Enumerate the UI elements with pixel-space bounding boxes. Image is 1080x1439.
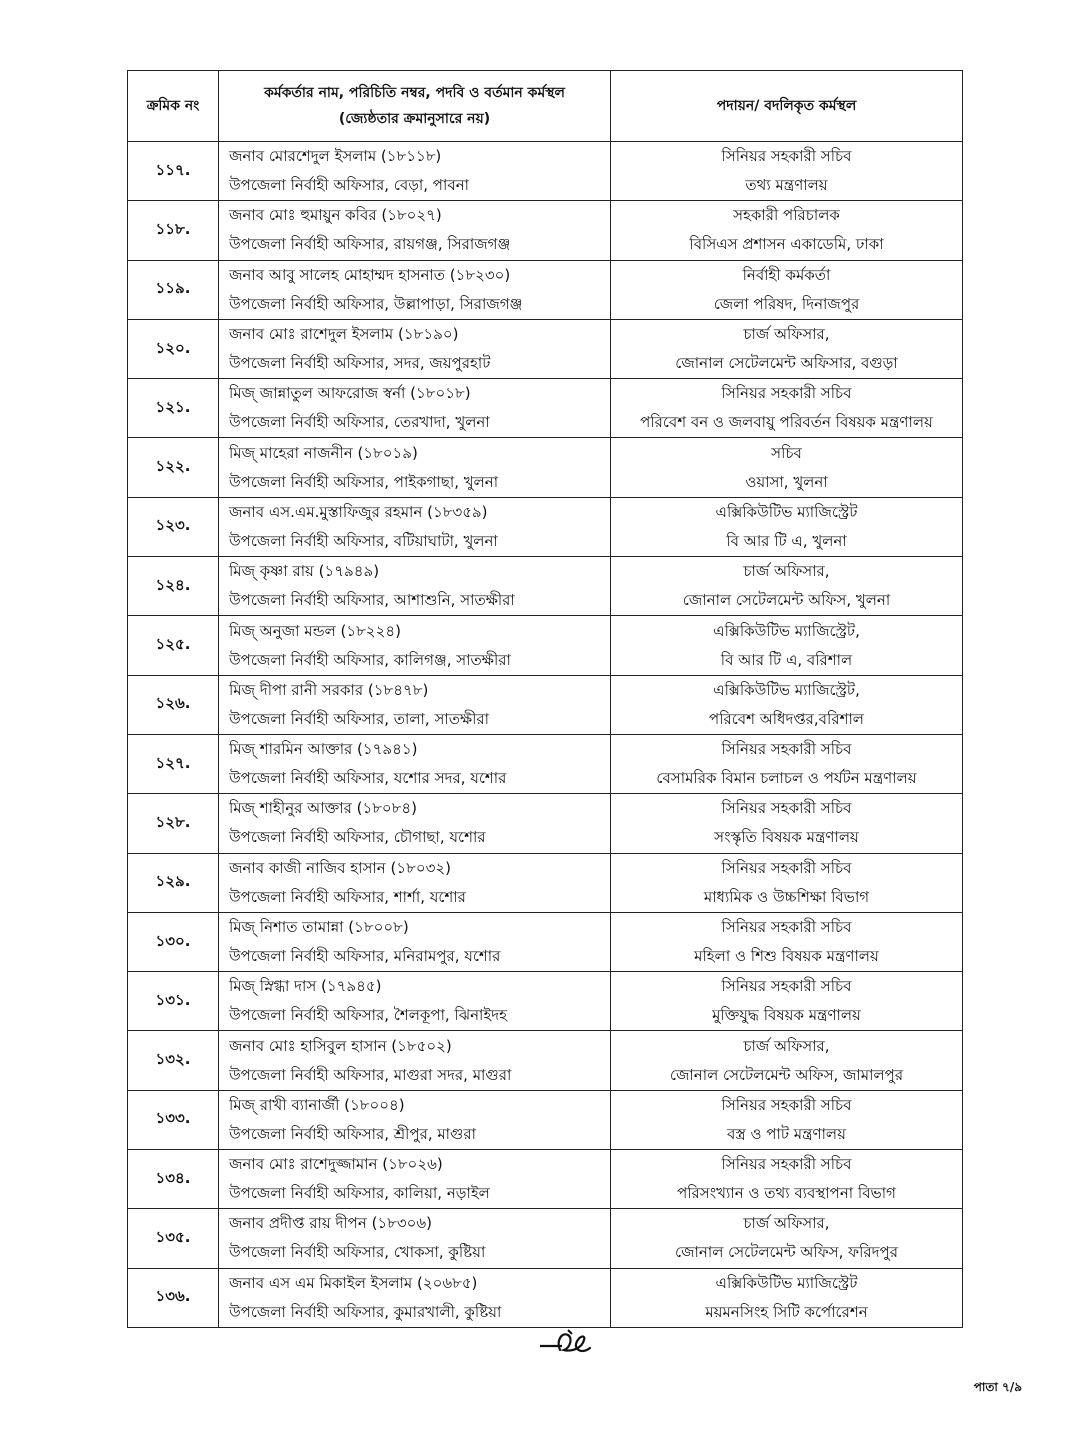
posting-office: মাধ্যমিক ও উচ্চশিক্ষা বিভাগ <box>703 887 870 906</box>
officer-current-post: উপজেলা নির্বাহী অফিসার, শার্শা, যশোর <box>229 887 466 906</box>
posting-designation: চার্জ অফিসার, <box>743 562 830 581</box>
posting-designation: সিনিয়র সহকারী সচিব <box>721 799 852 818</box>
header-posting: পদায়ন/ বদলিকৃত কর্মস্থল <box>611 71 963 142</box>
officer-current-post: উপজেলা নির্বাহী অফিসার, শৈলকূপা, ঝিনাইদহ <box>229 1006 507 1025</box>
officer-name: জনাব মোঃ রাশেদুল ইসলাম (১৮১৯০) <box>229 325 459 344</box>
posting-cell <box>611 379 963 438</box>
officer-name: জনাব প্রদীপ্ত রায় দীপন (১৮৩০৬) <box>229 1214 433 1233</box>
officer-cell <box>219 260 611 319</box>
posting-designation: সিনিয়র সহকারী সচিব <box>721 384 852 403</box>
posting-cell <box>611 794 963 853</box>
posting-cell <box>611 1090 963 1149</box>
officer-current-post: উপজেলা নির্বাহী অফিসার, তেরখাদা, খুলনা <box>229 413 490 432</box>
table-row <box>128 972 963 1031</box>
serial-number: ১২১. <box>128 379 219 438</box>
posting-designation: সহকারী পরিচালক <box>733 206 840 225</box>
page-number: পাতা ৭/৯ <box>973 1380 1022 1394</box>
officer-name: জনাব কাজী নাজিব হাসান (১৮০৩২) <box>229 858 451 877</box>
posting-cell <box>611 734 963 793</box>
posting-designation: এক্সিকিউটিভ ম্যাজিস্ট্রেট <box>715 1273 858 1292</box>
table-row <box>128 675 963 734</box>
table-row <box>128 1150 963 1209</box>
officer-name: জনাব মোঃ হাসিবুল হাসান (১৮৫০২) <box>229 1036 452 1055</box>
serial-number: ১৩৫. <box>128 1209 219 1268</box>
officer-current-post: উপজেলা নির্বাহী অফিসার, রায়গঞ্জ, সিরাজগঞ্জ <box>229 235 511 254</box>
posting-office: মুক্তিযুদ্ধ বিষয়ক মন্ত্রণালয় <box>712 1006 861 1025</box>
officer-current-post: উপজেলা নির্বাহী অফিসার, তালা, সাতক্ষীরা <box>229 709 490 728</box>
officer-current-post: উপজেলা নির্বাহী অফিসার, উল্লাপাড়া, সিরাজগঞ্জ <box>229 294 523 313</box>
posting-office: বিসিএস প্রশাসন একাডেমি, ঢাকা <box>689 235 884 254</box>
posting-cell <box>611 438 963 497</box>
posting-table <box>127 70 963 1328</box>
posting-cell <box>611 557 963 616</box>
officer-cell <box>219 675 611 734</box>
officer-cell <box>219 1150 611 1209</box>
posting-office: তথ্য মন্ত্রণালয় <box>745 176 828 195</box>
table-row <box>128 557 963 616</box>
officer-current-post: উপজেলা নির্বাহী অফিসার, চৌগাছা, যশোর <box>229 828 486 847</box>
posting-office: পরিসংখ্যান ও তথ্য ব্যবস্থাপনা বিভাগ <box>677 1184 896 1203</box>
serial-number: ১২২. <box>128 438 219 497</box>
serial-number: ১২৯. <box>128 853 219 912</box>
table-row <box>128 912 963 971</box>
serial-number: ১৩৩. <box>128 1090 219 1149</box>
officer-cell <box>219 557 611 616</box>
officer-name: মিজ্ শারমিন আক্তার (১৭৯৪১) <box>229 740 418 759</box>
serial-number: ১২৮. <box>128 794 219 853</box>
header-serial: ক্রমিক নং <box>128 71 219 142</box>
posting-designation: সিনিয়র সহকারী সচিব <box>721 858 852 877</box>
officer-name: মিজ্ স্নিগ্ধা দাস (১৭৯৪৫) <box>229 977 382 996</box>
posting-cell <box>611 853 963 912</box>
officer-name: জনাব মোরশেদুল ইসলাম (১৮১১৮) <box>229 147 442 166</box>
posting-office: ওয়াসা, খুলনা <box>745 472 828 491</box>
officer-cell <box>219 1090 611 1149</box>
posting-office: বি আর টি এ, বরিশাল <box>720 650 853 669</box>
officer-name: মিজ্ দীপা রানী সরকার (১৮৪৭৮) <box>229 680 429 699</box>
posting-cell <box>611 675 963 734</box>
table-row <box>128 319 963 378</box>
posting-designation: সিনিয়র সহকারী সচিব <box>721 1095 852 1114</box>
officer-name: মিজ্ অনুজা মন্ডল (১৮২২৪) <box>229 621 401 640</box>
posting-office: বস্ত্র ও পাট মন্ত্রণালয় <box>727 1124 846 1143</box>
table-row <box>128 379 963 438</box>
officer-cell <box>219 1268 611 1327</box>
officer-name: মিজ্ শাহীনুর আক্তার (১৮০৮৪) <box>229 799 418 818</box>
officer-cell <box>219 912 611 971</box>
posting-office: সংস্কৃতি বিষয়ক মন্ত্রণালয় <box>714 828 859 847</box>
officer-cell <box>219 497 611 556</box>
officer-name: মিজ্ জান্নাতুল আফরোজ স্বর্না (১৮০১৮) <box>229 384 471 403</box>
serial-number: ১১৭. <box>128 142 219 201</box>
posting-designation: সিনিয়র সহকারী সচিব <box>721 918 852 936</box>
officer-name: মিজ্ কৃষ্ণা রায় (১৭৯৪৯) <box>229 562 380 581</box>
posting-designation: সিনিয়র সহকারী সচিব <box>721 147 852 166</box>
serial-number: ১৩৬. <box>128 1268 219 1327</box>
officer-current-post: উপজেলা নির্বাহী অফিসার, বেড়া, পাবনা <box>229 176 469 195</box>
serial-number: ১১৯. <box>128 260 219 319</box>
table-body <box>128 142 963 1328</box>
serial-number: ১৩০. <box>128 912 219 971</box>
serial-number: ১২৬. <box>128 675 219 734</box>
posting-designation: সচিব <box>771 443 802 462</box>
officer-cell <box>219 972 611 1031</box>
posting-office: পরিবেশ অধিদপ্তর,বরিশাল <box>709 709 864 728</box>
posting-cell <box>611 616 963 675</box>
posting-office: জোনাল সেটেলমেন্ট অফিস, জামালপুর <box>669 1065 904 1084</box>
table-row <box>128 734 963 793</box>
table-row <box>128 1031 963 1090</box>
header-officer <box>219 71 611 142</box>
officer-name: মিজ্ মাহেরা নাজনীন (১৮০১৯) <box>229 443 418 462</box>
officer-name: জনাব মোঃ রাশেদুজ্জামান (১৮০২৬) <box>229 1155 443 1174</box>
posting-office: বেসামরিক বিমান চলাচল ও পর্যটন মন্ত্রণালয় <box>656 769 917 788</box>
serial-number: ১২০. <box>128 319 219 378</box>
posting-designation: সিনিয়র সহকারী সচিব <box>721 740 852 759</box>
posting-office: মহিলা ও শিশু বিষয়ক মন্ত্রণালয় <box>694 947 879 965</box>
posting-cell <box>611 1209 963 1268</box>
officer-cell <box>219 319 611 378</box>
posting-office: বি আর টি এ, খুলনা <box>726 531 847 550</box>
officer-name: জনাব মোঃ হুমায়ুন কবির (১৮০২৭) <box>229 206 442 225</box>
posting-cell <box>611 497 963 556</box>
table-row <box>128 853 963 912</box>
officer-name: মিজ্ নিশাত তামান্না (১৮০০৮) <box>229 918 409 936</box>
serial-number: ১২৭. <box>128 734 219 793</box>
table-row <box>128 616 963 675</box>
officer-name: জনাব এস.এম.মুস্তাফিজুর রহমান (১৮৩৫৯) <box>229 502 488 521</box>
serial-number: ১৩৪. <box>128 1150 219 1209</box>
officer-cell <box>219 1209 611 1268</box>
posting-office: ময়মনসিংহ সিটি কর্পোরেশন <box>705 1302 868 1321</box>
posting-office: জোনাল সেটেলমেন্ট অফিস, খুলনা <box>682 591 891 610</box>
table-row <box>128 142 963 201</box>
posting-cell <box>611 319 963 378</box>
officer-current-post: উপজেলা নির্বাহী অফিসার, বটিয়াঘাটা, খুলনা <box>229 531 498 550</box>
officer-current-post: উপজেলা নির্বাহী অফিসার, কালিগঞ্জ, সাতক্ষীরা <box>229 650 511 669</box>
posting-designation: এক্সিকিউটিভ ম্যাজিস্ট্রেট, <box>713 621 860 640</box>
officer-cell <box>219 853 611 912</box>
posting-designation: সিনিয়র সহকারী সচিব <box>721 977 852 996</box>
officer-current-post: উপজেলা নির্বাহী অফিসার, শ্রীপুর, মাগুরা <box>229 1124 476 1143</box>
officer-cell <box>219 142 611 201</box>
posting-designation: নির্বাহী কর্মকর্তা <box>742 265 831 284</box>
table-row <box>128 201 963 260</box>
officer-name: জনাব এস এম মিকাইল ইসলাম (২০৬৮৫) <box>229 1273 478 1292</box>
officer-cell <box>219 734 611 793</box>
officer-name: জনাব আবু সালেহ মোহাম্মদ হাসনাত (১৮২৩০) <box>229 265 511 284</box>
officer-current-post: উপজেলা নির্বাহী অফিসার, পাইকগাছা, খুলনা <box>229 472 499 491</box>
posting-cell <box>611 1268 963 1327</box>
officer-cell <box>219 438 611 497</box>
officer-current-post: উপজেলা নির্বাহী অফিসার, যশোর সদর, যশোর <box>229 769 507 788</box>
table-row <box>128 260 963 319</box>
serial-number: ১২৫. <box>128 616 219 675</box>
posting-office: জেলা পরিষদ, দিনাজপুর <box>713 294 860 313</box>
posting-cell <box>611 142 963 201</box>
posting-designation: চার্জ অফিসার, <box>743 325 830 344</box>
posting-cell <box>611 201 963 260</box>
header-officer-line2: (জ্যেষ্ঠতার ক্রমানুসারে নয়) <box>338 111 491 127</box>
header-officer-line1: কর্মকর্তার নাম, পরিচিতি নম্বর, পদবি ও বর্তমান কর্মস্থল <box>264 85 565 101</box>
posting-office: পরিবেশ বন ও জলবায়ু পরিবর্তন বিষয়ক মন্ত্রণালয় <box>640 413 933 432</box>
serial-number: ১১৮. <box>128 201 219 260</box>
officer-cell <box>219 379 611 438</box>
posting-cell <box>611 972 963 1031</box>
officer-current-post: উপজেলা নির্বাহী অফিসার, সদর, জয়পুরহাট <box>229 354 491 373</box>
officer-cell <box>219 1031 611 1090</box>
signature-mark <box>538 1326 598 1360</box>
table-row <box>128 794 963 853</box>
officer-cell <box>219 201 611 260</box>
table-row <box>128 1268 963 1327</box>
officer-current-post: উপজেলা নির্বাহী অফিসার, কালিয়া, নড়াইল <box>229 1184 490 1203</box>
serial-number: ১২৩. <box>128 497 219 556</box>
table-row <box>128 497 963 556</box>
posting-designation: চার্জ অফিসার, <box>743 1214 830 1233</box>
table-row <box>128 438 963 497</box>
officer-cell <box>219 616 611 675</box>
posting-cell <box>611 912 963 971</box>
serial-number: ১৩১. <box>128 972 219 1031</box>
officer-current-post: উপজেলা নির্বাহী অফিসার, খোকসা, কুষ্টিয়া <box>229 1243 486 1262</box>
table-header-row <box>128 71 963 142</box>
posting-cell <box>611 1031 963 1090</box>
officer-current-post: উপজেলা নির্বাহী অফিসার, কুমারখালী, কুষ্টিয়া <box>229 1302 502 1321</box>
posting-office: জোনাল সেটেলমেন্ট অফিসার, বগুড়া <box>675 354 898 373</box>
posting-office: জোনাল সেটেলমেন্ট অফিস, ফরিদপুর <box>675 1243 898 1262</box>
posting-designation: চার্জ অফিসার, <box>743 1036 830 1055</box>
posting-cell <box>611 260 963 319</box>
serial-number: ১৩২. <box>128 1031 219 1090</box>
posting-designation: এক্সিকিউটিভ ম্যাজিস্ট্রেট, <box>713 680 860 699</box>
serial-number: ১২৪. <box>128 557 219 616</box>
officer-current-post: উপজেলা নির্বাহী অফিসার, মনিরামপুর, যশোর <box>229 947 501 965</box>
table-row <box>128 1090 963 1149</box>
posting-designation: এক্সিকিউটিভ ম্যাজিস্ট্রেট <box>715 502 858 521</box>
officer-name: মিজ্ রাখী ব্যানার্জী (১৮০০৪) <box>229 1095 405 1114</box>
posting-designation: সিনিয়র সহকারী সচিব <box>721 1155 852 1174</box>
officer-current-post: উপজেলা নির্বাহী অফিসার, আশাশুনি, সাতক্ষীরা <box>229 591 515 610</box>
posting-cell <box>611 1150 963 1209</box>
officer-cell <box>219 794 611 853</box>
officer-current-post: উপজেলা নির্বাহী অফিসার, মাগুরা সদর, মাগুরা <box>229 1065 512 1084</box>
table-row <box>128 1209 963 1268</box>
